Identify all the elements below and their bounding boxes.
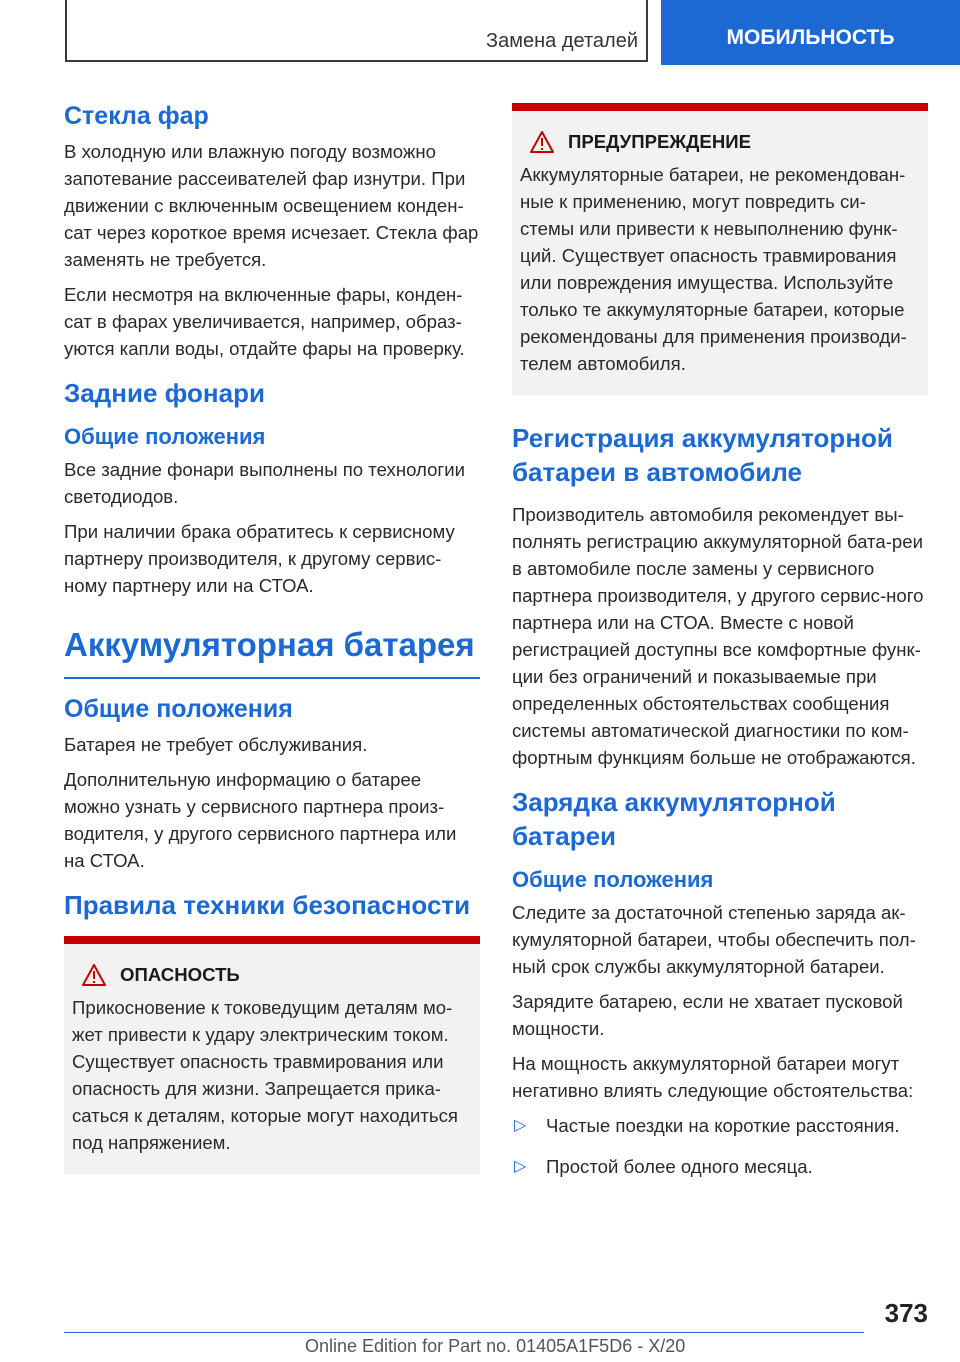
danger-heading <box>72 964 470 986</box>
warning-heading <box>520 131 918 153</box>
warning-triangle-icon <box>82 964 106 986</box>
right-column <box>512 100 928 1194</box>
danger-title: ОПАСНОСТЬ <box>120 964 240 985</box>
registration-text: Производитель автомобиля рекомендует вы-полнять регистрацию аккумуляторной бата-реи в автомобиле после замены у сервисного партнера производителя, у другого сервис-ного партнера или на СТОА. Вместе с новой регистрацией доступны все комфортные функ-ции без ограничений и показываемые при определенных обстоятельствах сообщения системы автоматической диагностики по ком-фортным функциям больше не отображаются. <box>512 504 924 768</box>
list-item <box>512 1112 928 1139</box>
rear-general-title: Общие положения <box>64 424 266 449</box>
rear-lights-title: Задние фонари <box>64 378 265 408</box>
warning-triangle-icon <box>530 131 554 153</box>
page-number: 373 <box>884 1298 928 1328</box>
danger-box <box>64 936 480 1174</box>
header-chapter-tab[interactable]: МОБИЛЬНОСТЬ <box>661 0 960 65</box>
warning-text: Аккумуляторные батареи, не рекомендован-ные к применению, могут повредить си-стемы или привести к невыполнению функ-ций. Существует опасность травмирования или повреждения имущества. Используйте только те аккумуляторные батареи, которые рекомендованы для применения производи-телем автомобиля. <box>520 164 907 374</box>
charging-paragraph-2: Зарядите батарею, если не хватает пусковой мощности. <box>512 991 903 1039</box>
warning-box <box>512 103 928 395</box>
glass-paragraph-2: Если несмотря на включенные фары, конден-сат в фарах увеличивается, например, образ-уются капли воды, отдайте фары на проверку. <box>64 284 465 359</box>
rear-paragraph-2: При наличии брака обратитесь к сервисному партнеру производителя, к другому сервис-ному партнеру или на СТОА. <box>64 521 455 596</box>
battery-general-title: Общие положения <box>64 695 293 723</box>
charging-general-title: Общие положения <box>512 867 714 892</box>
list-item <box>512 1153 928 1180</box>
battery-chapter-title: Аккумуляторная батарея <box>64 623 480 679</box>
battery-paragraph-2: Дополнительную информацию о батарее можно узнать у сервисного партнера произ-водителя, у другого сервисного партнера или на СТОА. <box>64 769 457 871</box>
left-column <box>64 100 480 1174</box>
list-item-text: Частые поездки на короткие расстояния. <box>546 1115 900 1136</box>
charging-paragraph-3: На мощность аккумуляторной батареи могут негативно влиять следующие обстоятельства: <box>512 1053 914 1101</box>
triangle-bullet-icon: ▷ <box>514 1117 527 1134</box>
footer-edition: Online Edition for Part no. 01405A1F5D6 - X/20 <box>305 1336 686 1356</box>
charging-title: Зарядка аккумуляторной батареи <box>512 787 836 851</box>
rear-paragraph-1: Все задние фонари выполнены по технологии светодиодов. <box>64 459 465 507</box>
list-item-text: Простой более одного месяца. <box>546 1156 813 1177</box>
danger-text: Прикосновение к токоведущим деталям мо-жет привести к удару электрическим током. Существует опасность травмирования или опасность для жизни. Запрещается прика-саться к деталям, которые могут находиться под напряжением. <box>72 997 458 1153</box>
charging-paragraph-1: Следите за достаточной степенью заряда ак-кумуляторной батареи, чтобы обеспечить пол-ный срок службы аккумуляторной батареи. <box>512 902 916 977</box>
footer-divider <box>64 1332 864 1333</box>
triangle-bullet-icon: ▷ <box>514 1158 527 1175</box>
header-section-title: Замена деталей <box>486 30 638 52</box>
safety-title: Правила техники безопасности <box>64 890 471 920</box>
registration-title: Регистрация аккумуляторной батареи в автомобиле <box>512 423 893 487</box>
glass-title: Стекла фар <box>64 102 209 130</box>
warning-title: ПРЕДУПРЕЖДЕНИЕ <box>568 131 752 152</box>
glass-paragraph-1: В холодную или влажную погоду возможно запотевание рассеивателей фар изнутри. При движении с включенным освещением конден-сат через короткое время исчезает. Стекла фар заменять не требуется. <box>64 141 479 270</box>
battery-paragraph-1: Батарея не требует обслуживания. <box>64 734 368 755</box>
